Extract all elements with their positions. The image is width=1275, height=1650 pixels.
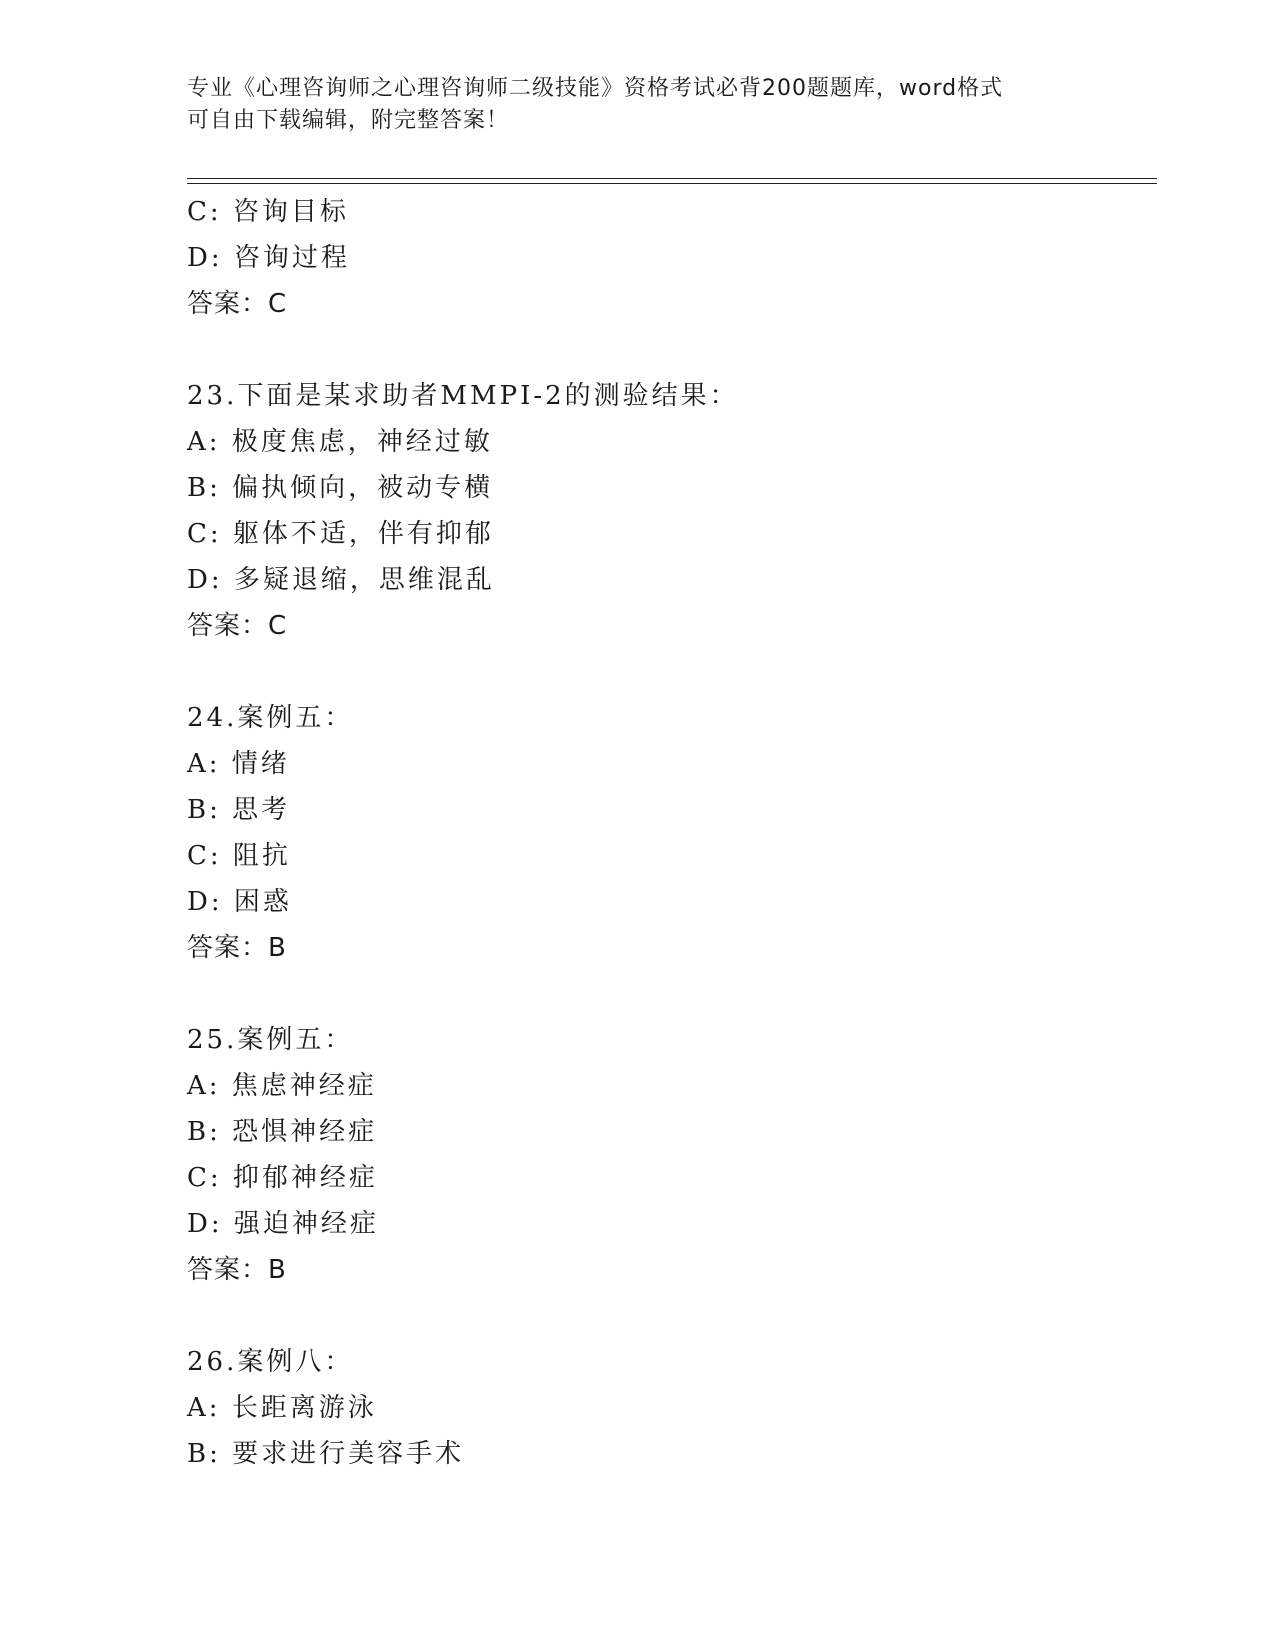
- question-continued: [187, 189, 1147, 327]
- question-stem: 24.案例五：: [187, 703, 354, 733]
- question-stem: 25.案例五：: [187, 1025, 354, 1055]
- question-stem: 23.下面是某求助者MMPI-2的测验结果：: [187, 381, 739, 411]
- question-23: [187, 373, 1147, 649]
- option-a: A: 情绪: [187, 749, 290, 779]
- question-25: [187, 1017, 1147, 1293]
- question-24: [187, 695, 1147, 971]
- option-a: A: 长距离游泳: [187, 1393, 377, 1423]
- answer: 答案：C: [187, 611, 288, 641]
- option-b: B: 要求进行美容手术: [187, 1439, 465, 1469]
- answer: 答案：B: [187, 1255, 287, 1285]
- option-c: C: 躯体不适，伴有抑郁: [187, 519, 494, 549]
- question-26: [187, 1339, 1147, 1477]
- option-d: D: 多疑退缩，思维混乱: [187, 565, 495, 595]
- option-c: C: 阻抗: [187, 841, 291, 871]
- option-d: D: 强迫神经症: [187, 1209, 379, 1239]
- header-line-2: 可自由下载编辑，附完整答案！: [187, 108, 510, 133]
- header-divider: [187, 178, 1157, 184]
- option-a: A: 焦虑神经症: [187, 1071, 377, 1101]
- option-d: D: 咨询过程: [187, 243, 350, 273]
- option-b: B: 偏执倾向，被动专横: [187, 473, 494, 503]
- question-list: [187, 189, 1147, 1477]
- option-b: B: 思考: [187, 795, 291, 825]
- option-c: C: 抑郁神经症: [187, 1163, 378, 1193]
- option-d: D: 困惑: [187, 887, 292, 917]
- option-c: C: 咨询目标: [187, 197, 349, 227]
- document-header: [187, 73, 1087, 137]
- answer: 答案：B: [187, 933, 287, 963]
- answer: 答案：C: [187, 289, 288, 319]
- header-line-1: 专业《心理咨询师之心理咨询师二级技能》资格考试必背200题题库，word格式: [187, 76, 1004, 101]
- option-a: A: 极度焦虑，神经过敏: [187, 427, 493, 457]
- option-b: B: 恐惧神经症: [187, 1117, 378, 1147]
- question-stem: 26.案例八：: [187, 1347, 354, 1377]
